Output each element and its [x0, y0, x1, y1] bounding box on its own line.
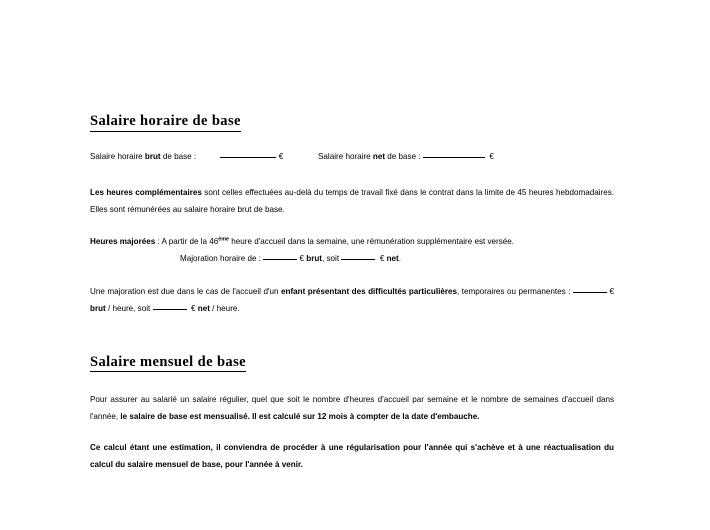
net-hourly-wage-field	[318, 148, 494, 165]
spacer	[90, 132, 614, 148]
gross-currency-symbol: €	[278, 151, 284, 161]
gross-hourly-wage-field	[90, 148, 318, 165]
increased-hours-text-part1: : A partir de la 46	[155, 236, 219, 246]
special-needs-text-part3: / heure, soit	[105, 303, 153, 313]
complementary-hours-text: sont celles effectuées au-delà du temps de travail fixé dans le contrat dans la limite de 45 heures hebdomadaires. Elles sont rémunérées au salaire horaire brut de base.	[90, 187, 615, 214]
gross-label-prefix: Salaire horaire	[90, 151, 145, 161]
hourly-increase-label: Majoration horaire de :	[180, 253, 264, 263]
monthly-salary-intro-text: Pour assurer au salarié un salaire régulier, quel que soit le nombre d'heures d'accueil par semaine et le nombre de semaines d'accueil dans l'année,	[90, 395, 614, 422]
section-monthly-heading: Salaire mensuel de base	[90, 354, 246, 373]
special-needs-emphasis: enfant présentant des difficultés particulières	[281, 286, 457, 296]
increased-hours-paragraph	[90, 233, 614, 250]
net-hourly-wage-input[interactable]	[423, 157, 485, 158]
net-label-prefix: Salaire horaire	[318, 151, 373, 161]
special-needs-net-input[interactable]	[153, 309, 187, 310]
spacer	[90, 267, 614, 283]
complementary-hours-label: Les heures complémentaires	[90, 187, 202, 197]
document-content	[90, 112, 614, 473]
hourly-increase-gross-emphasis: brut	[306, 253, 322, 263]
estimation-regularisation-text: Ce calcul étant une estimation, il conviendra de procéder à une régularisation pour l'année qui s'achève et à une réactualisation du calcul du salaire mensuel de base, pour l'année à venir.	[90, 443, 614, 470]
net-label-emphasis: net	[372, 151, 386, 161]
gross-hourly-wage-input[interactable]	[220, 157, 276, 158]
hourly-increase-amount-line	[90, 250, 614, 267]
special-needs-text-end: / heure.	[209, 303, 240, 313]
net-label-suffix: de base :	[385, 151, 423, 161]
monthly-salary-intro-paragraph	[90, 391, 614, 425]
section-monthly-heading-row	[90, 353, 614, 373]
increased-hours-ordinal-superscript: ème	[218, 235, 230, 242]
spacer	[90, 372, 614, 391]
spacer	[90, 165, 614, 184]
increased-hours-label: Heures majorées	[90, 236, 156, 246]
section-hourly-heading: Salaire horaire de base	[90, 113, 241, 132]
net-currency-symbol: €	[489, 151, 494, 161]
hourly-increase-line-end: .	[398, 253, 401, 263]
hourly-increase-net-input[interactable]	[341, 259, 375, 260]
special-needs-net-currency: €	[191, 303, 198, 313]
increased-hours-text-part2: heure d'accueil dans la semaine, une rémunération supplémentaire est versée.	[229, 236, 515, 246]
hourly-increase-separator: , soit	[321, 253, 342, 263]
spacer	[90, 218, 614, 233]
special-needs-majoration-paragraph	[90, 283, 614, 317]
gross-label-emphasis: brut	[144, 151, 161, 161]
special-needs-gross-input[interactable]	[573, 292, 607, 293]
estimation-regularisation-paragraph	[90, 439, 614, 473]
special-needs-text-part2: , temporaires ou permanentes :	[456, 286, 573, 296]
spacer	[90, 425, 614, 439]
section-hourly-heading-row	[90, 112, 614, 132]
hourly-increase-net-emphasis: net	[386, 253, 399, 263]
monthly-salary-intro-emphasis: le salaire de base est mensualisé. Il est calculé sur 12 mois à compter de la date d'embauche.	[120, 412, 480, 422]
special-needs-text-part1: Une majoration est due dans le cas de l'accueil d'un	[90, 286, 281, 296]
hourly-increase-gross-currency: €	[299, 253, 307, 263]
hourly-increase-gross-input[interactable]	[263, 259, 297, 260]
special-needs-gross-currency: €	[609, 286, 615, 296]
special-needs-gross-emphasis: brut	[90, 303, 106, 313]
hourly-wage-fields-row	[90, 148, 614, 165]
spacer	[90, 317, 614, 353]
special-needs-net-emphasis: net	[197, 303, 210, 313]
complementary-hours-paragraph	[90, 184, 614, 218]
gross-label-suffix: de base :	[160, 151, 199, 161]
hourly-increase-net-currency: €	[379, 253, 387, 263]
